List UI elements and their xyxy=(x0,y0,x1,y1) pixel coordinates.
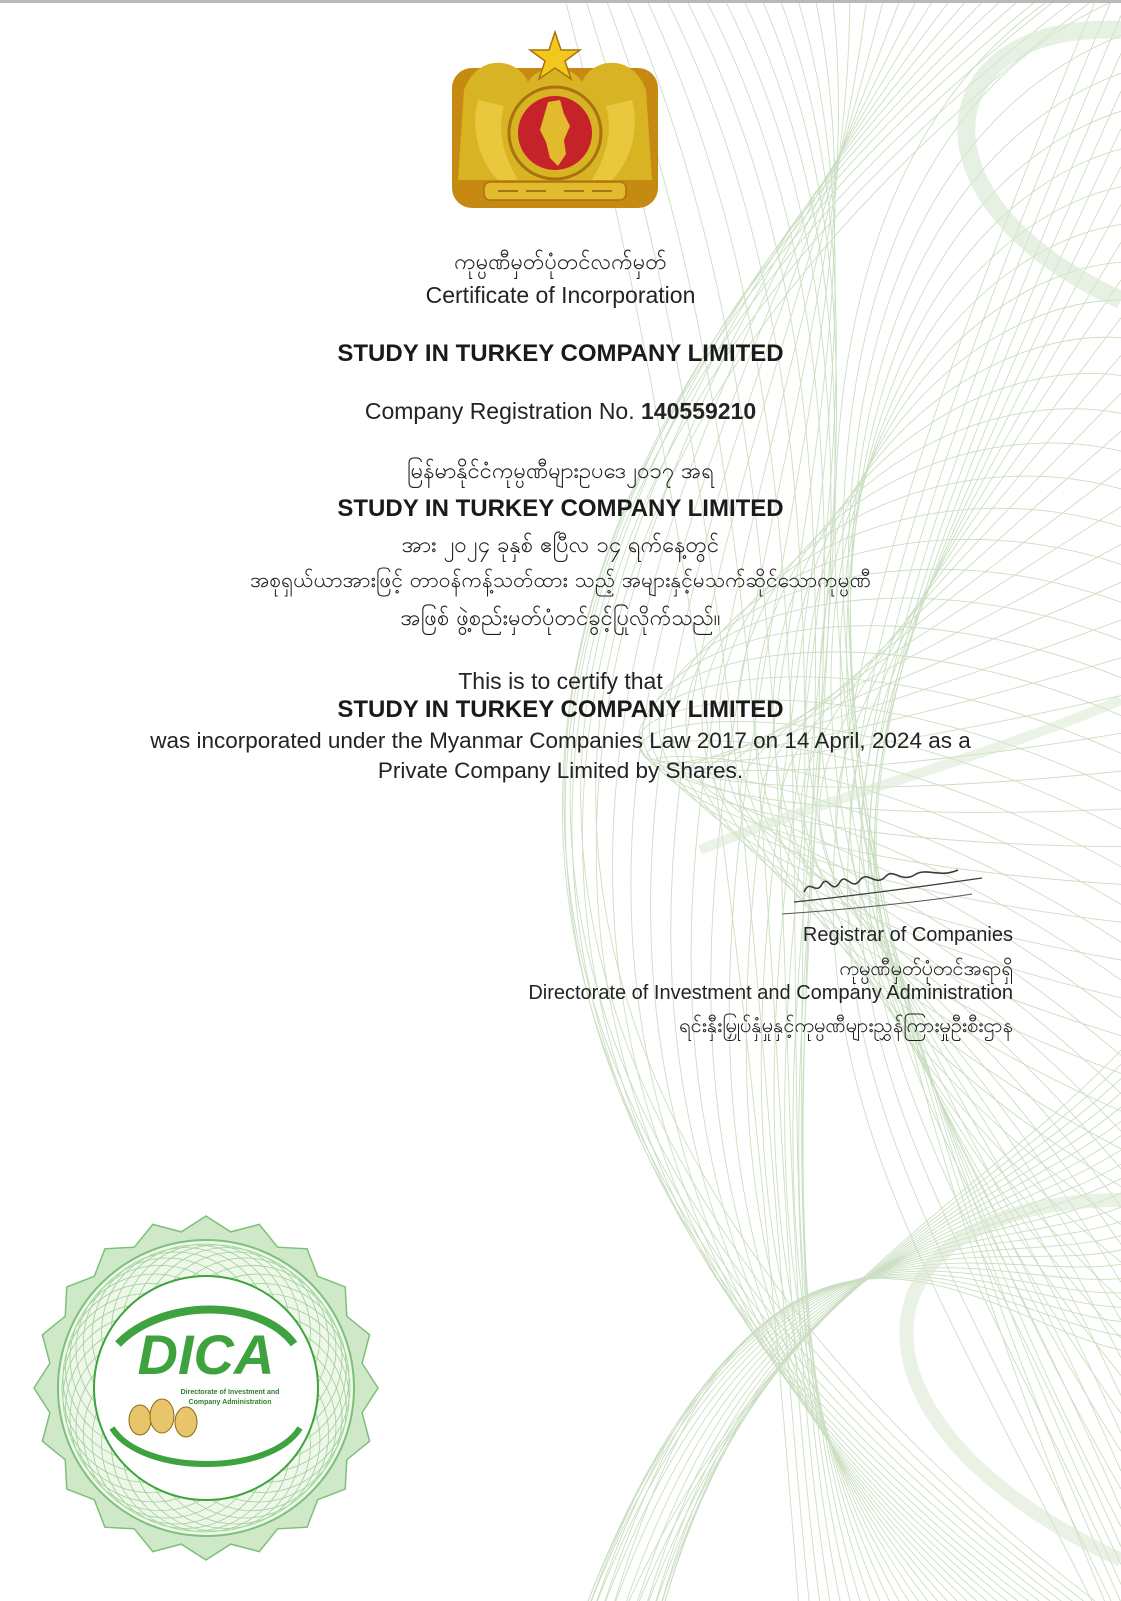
myanmar-law-line: မြန်မာနိုင်ငံကုမ္ပဏီများဥပဒေ၂၀၁၇ အရ xyxy=(406,459,715,484)
company-name-heading: STUDY IN TURKEY COMPANY LIMITED xyxy=(337,340,784,367)
company-name-myanmar-block: STUDY IN TURKEY COMPANY LIMITED xyxy=(337,495,784,522)
top-edge xyxy=(0,0,1121,3)
certificate-title-myanmar: ကုမ္ပဏီမှတ်ပုံတင်လက်မှတ် xyxy=(454,250,667,275)
certificate-title: Certificate of Incorporation xyxy=(425,282,696,308)
registration-number: 140559210 xyxy=(641,398,757,424)
company-name-english-block: STUDY IN TURKEY COMPANY LIMITED xyxy=(337,696,784,723)
incorporation-line: was incorporated under the Myanmar Companies Law 2017 on 14 April, 2024 as a xyxy=(150,728,971,753)
dica-seal-icon xyxy=(32,1214,380,1562)
dica-logo-text: DICA xyxy=(137,1323,275,1386)
registration-line xyxy=(0,398,1121,425)
myanmar-type-line: အစုရှယ်ယာအားဖြင့် တာဝန်ကန့်သတ်ထား သည့် အများနှင့်မသက်ဆိုင်သောကုမ္ပဏီ xyxy=(250,568,871,592)
myanmar-closing-line: အဖြစ် ဖွဲ့စည်းမှတ်ပုံတင်ခွင့်ပြုလိုက်သည်။ xyxy=(400,606,721,631)
myanmar-date-line: အား ၂၀၂၄ ခုနှစ် ဧပြီလ ၁၄ ရက်နေ့တွင် xyxy=(401,533,720,558)
dica-subtitle-line2: Company Administration xyxy=(188,1399,272,1406)
company-type-line: Private Company Limited by Shares. xyxy=(377,758,744,783)
registrar-title-myanmar: ကုမ္ပဏီမှတ်ပုံတင်အရာရှိ xyxy=(839,956,1013,980)
registrar-title: Registrar of Companies xyxy=(802,924,1013,946)
registration-label: Company Registration No. xyxy=(364,398,635,424)
certify-line: This is to certify that xyxy=(458,668,663,694)
dica-subtitle-line1: Directorate of Investment and xyxy=(180,1389,280,1396)
directorate-name-myanmar: ရင်းနှီးမြှုပ်နှံမှုနှင့်ကုမ္ပဏီများညွှန်ကြားမှုဦးစီးဌာန xyxy=(679,1013,1013,1037)
state-emblem-icon xyxy=(448,30,662,212)
directorate-name: Directorate of Investment and Company Administration xyxy=(528,982,1013,1004)
